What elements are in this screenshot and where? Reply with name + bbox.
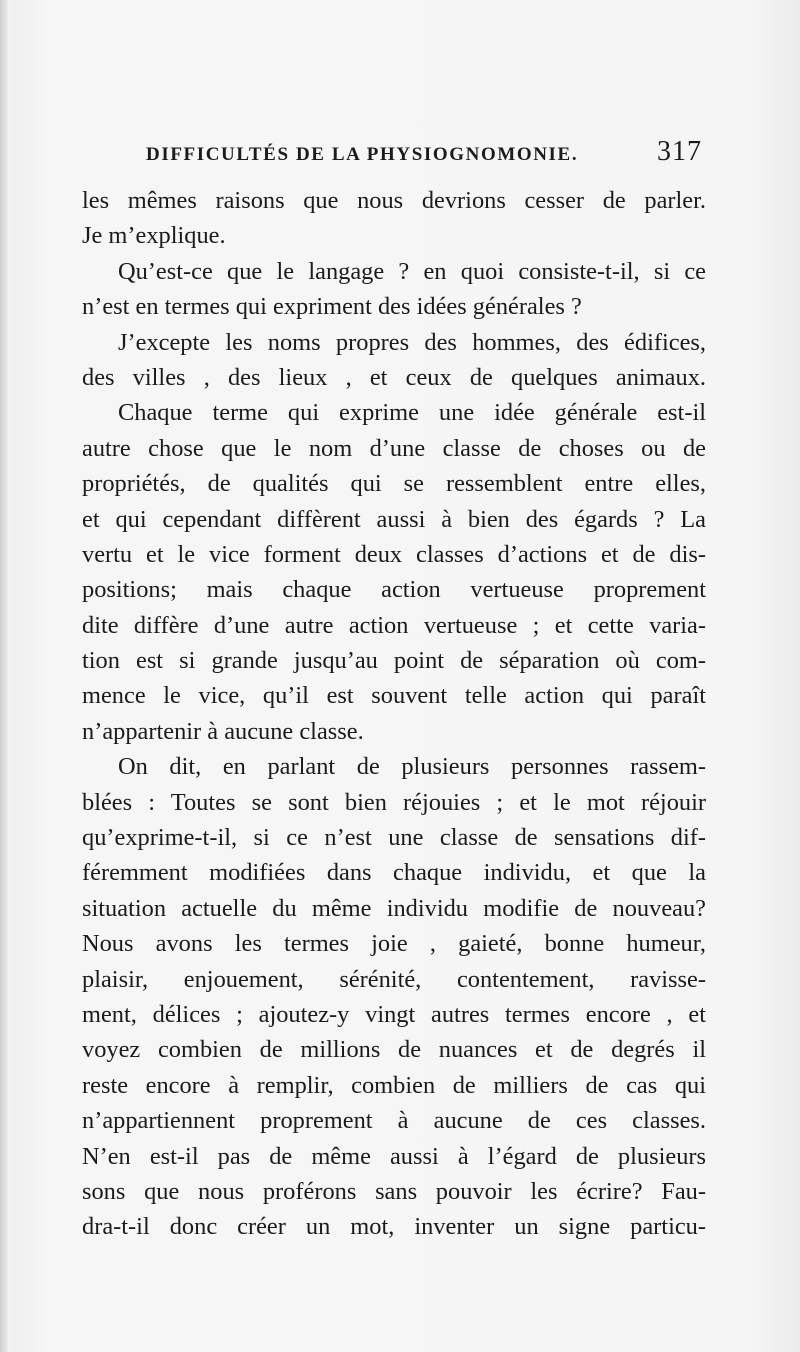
text-line: reste encore à remplir, combien de milliers de cas qui [82, 1071, 706, 1099]
text-line: Nous avons les termes joie , gaieté, bonne humeur, [82, 930, 706, 958]
text-line: tion est si grande jusqu’au point de séparation où com- [82, 647, 706, 675]
text-line: féremment modifiées dans chaque individu, et que la [82, 859, 706, 887]
text-line: n’est en termes qui expriment des idées générales ? [82, 293, 582, 321]
text-line: situation actuelle du même individu modifie de nouveau? [82, 894, 706, 922]
text-line: voyez combien de millions de nuances et de degrés il [82, 1036, 706, 1064]
text-line: les mêmes raisons que nous devrions cesser de parler. [82, 187, 706, 214]
text-line: et qui cependant diffèrent aussi à bien des égards ? La [82, 505, 706, 533]
text-line: n’appartenir à aucune classe. [82, 717, 364, 745]
text-line: mence le vice, qu’il est souvent telle action qui paraît [82, 682, 706, 710]
text-line: autre chose que le nom d’une classe de choses ou de [82, 434, 706, 462]
body-text [82, 183, 706, 1245]
text-line: propriétés, de qualités qui se ressemblent entre elles, [82, 470, 706, 498]
text-line: sons que nous proférons sans pouvoir les écrire? Fau- [82, 1177, 706, 1205]
text-line: N’en est-il pas de même aussi à l’égard de plusieurs [82, 1142, 706, 1170]
text-line: n’appartiennent proprement à aucune de ces classes. [82, 1107, 706, 1135]
text-line: On dit, en parlant de plusieurs personnes rassem- [118, 753, 706, 781]
text-line: dite diffère d’une autre action vertueuse ; et cette varia- [82, 611, 706, 639]
text-line: Chaque terme qui exprime une idée générale est-il [118, 399, 706, 427]
text-line: blées : Toutes se sont bien réjouies ; et le mot réjouir [82, 788, 706, 816]
text-line: vertu et le vice forment deux classes d’actions et de dis- [82, 540, 706, 568]
text-line: Je m’explique. [82, 222, 226, 250]
text-line: Qu’est-ce que le langage ? en quoi consiste-t-il, si ce [118, 257, 706, 285]
page-edge-shadow [0, 0, 8, 1352]
text-line: plaisir, enjouement, sérénité, contentement, ravisse- [82, 965, 706, 993]
running-head [146, 136, 706, 176]
running-title: DIFFICULTÉS DE LA PHYSIOGNOMONIE. [146, 144, 579, 165]
text-line: ment, délices ; ajoutez-y vingt autres termes encore , et [82, 1000, 706, 1028]
text-line: J’excepte les noms propres des hommes, des édifices, [118, 328, 706, 356]
text-line: dra-t-il donc créer un mot, inventer un signe particu- [82, 1213, 706, 1241]
text-line: positions; mais chaque action vertueuse proprement [82, 576, 706, 604]
text-line: des villes , des lieux , et ceux de quelques animaux. [82, 363, 706, 391]
page-number: 317 [657, 136, 702, 167]
text-line: qu’exprime-t-il, si ce n’est une classe de sensations dif- [82, 824, 706, 852]
